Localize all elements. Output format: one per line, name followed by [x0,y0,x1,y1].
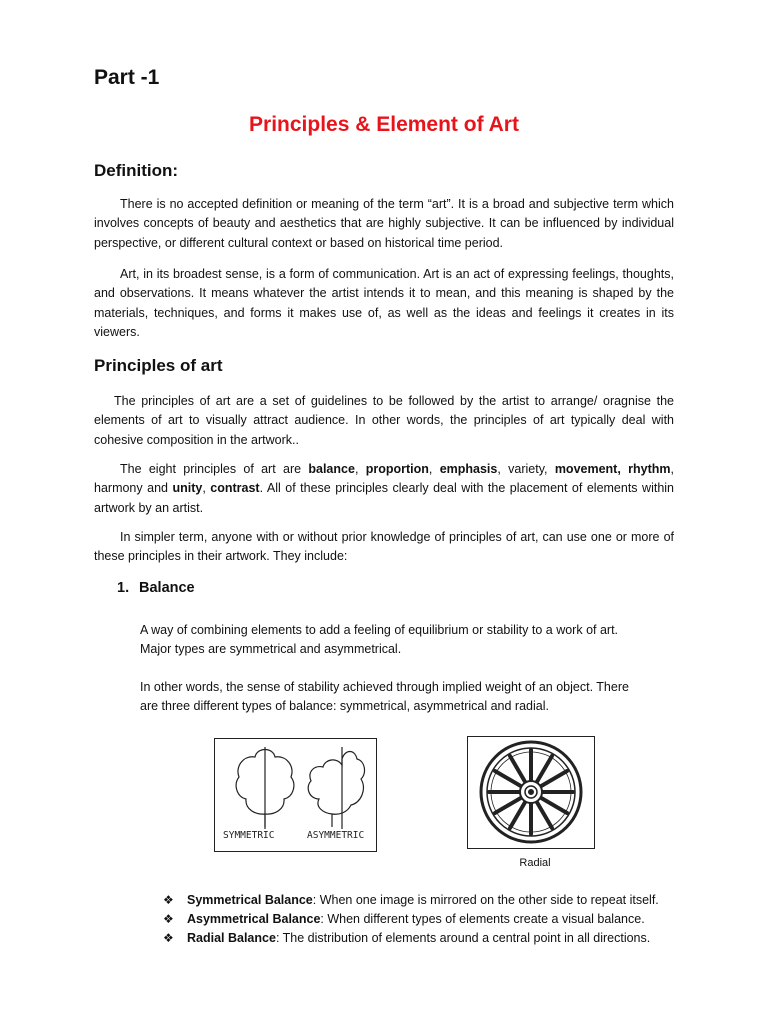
radial-caption: Radial [519,857,551,869]
diamond-bullet-icon: ❖ [163,931,174,945]
balance-heading: 1. Balance [117,580,195,596]
radial-wheel-illustration [467,736,595,849]
diamond-bullet-icon: ❖ [163,893,174,907]
principles-paragraph-1: The principles of art are a set of guidelines to be followed by the artist to arrange/ oragnise the elements of art to visually attract audience. In other words, the principles of art typically deal with cohesive composition in the artwork.. [94,394,674,447]
list-item: ❖ Asymmetrical Balance: When different types of elements create a visual balance. [163,910,659,929]
definition-paragraph-2: Art, in its broadest sense, is a form of communication. Art is an act of expressing feelings, thoughts, and observations. It means whatever the artist intends it to mean, and this meaning is shaped by the materials, techniques, and forms it makes use of, as well as the ideas and feelings it creates in its viewers. [94,267,674,339]
asymmetric-tree-shape [308,752,364,828]
principles-paragraph-3: In simpler term, anyone with or without prior knowledge of principles of art, can use one or more of these principles in their artwork. They include: [94,530,674,564]
document-title: Principles & Element of Art [249,113,519,136]
balance-tree-illustration [214,738,377,852]
balance-types-list [163,891,659,948]
definition-heading: Definition: [94,161,179,180]
asymmetric-label: ASYMMETRIC [307,830,365,841]
list-item: ❖ Symmetrical Balance: When one image is mirrored on the other side to repeat itself. [163,891,659,910]
symmetric-label: SYMMETRIC [223,830,275,841]
diamond-bullet-icon: ❖ [163,912,174,926]
principles-heading: Principles of art [94,356,223,375]
definition-paragraph-1: There is no accepted definition or meaning of the term “art”. It is a broad and subjective term which involves concepts of beauty and aesthetics that are highly subjective. It can be influenced by individual perspective, or different cultural context or based on historical time period. [94,197,674,250]
balance-paragraph-1: A way of combining elements to add a feeling of equilibrium or stability to a work of art. Major types are symmetrical and asymmetrical. [140,623,619,657]
principles-paragraph-2: The eight principles of art are balance, proportion, emphasis, variety, movement, rhythm, harmony and unity, contrast. All of these principles clearly deal with the placement of elements within artwork by an artist. [94,462,674,515]
part-heading: Part -1 [94,66,160,89]
list-item: ❖ Radial Balance: The distribution of elements around a central point in all directions. [163,929,659,948]
balance-paragraph-2: In other words, the sense of stability achieved through implied weight of an object. There are three different types of balance: symmetrical, asymmetrical and radial. [140,680,629,714]
